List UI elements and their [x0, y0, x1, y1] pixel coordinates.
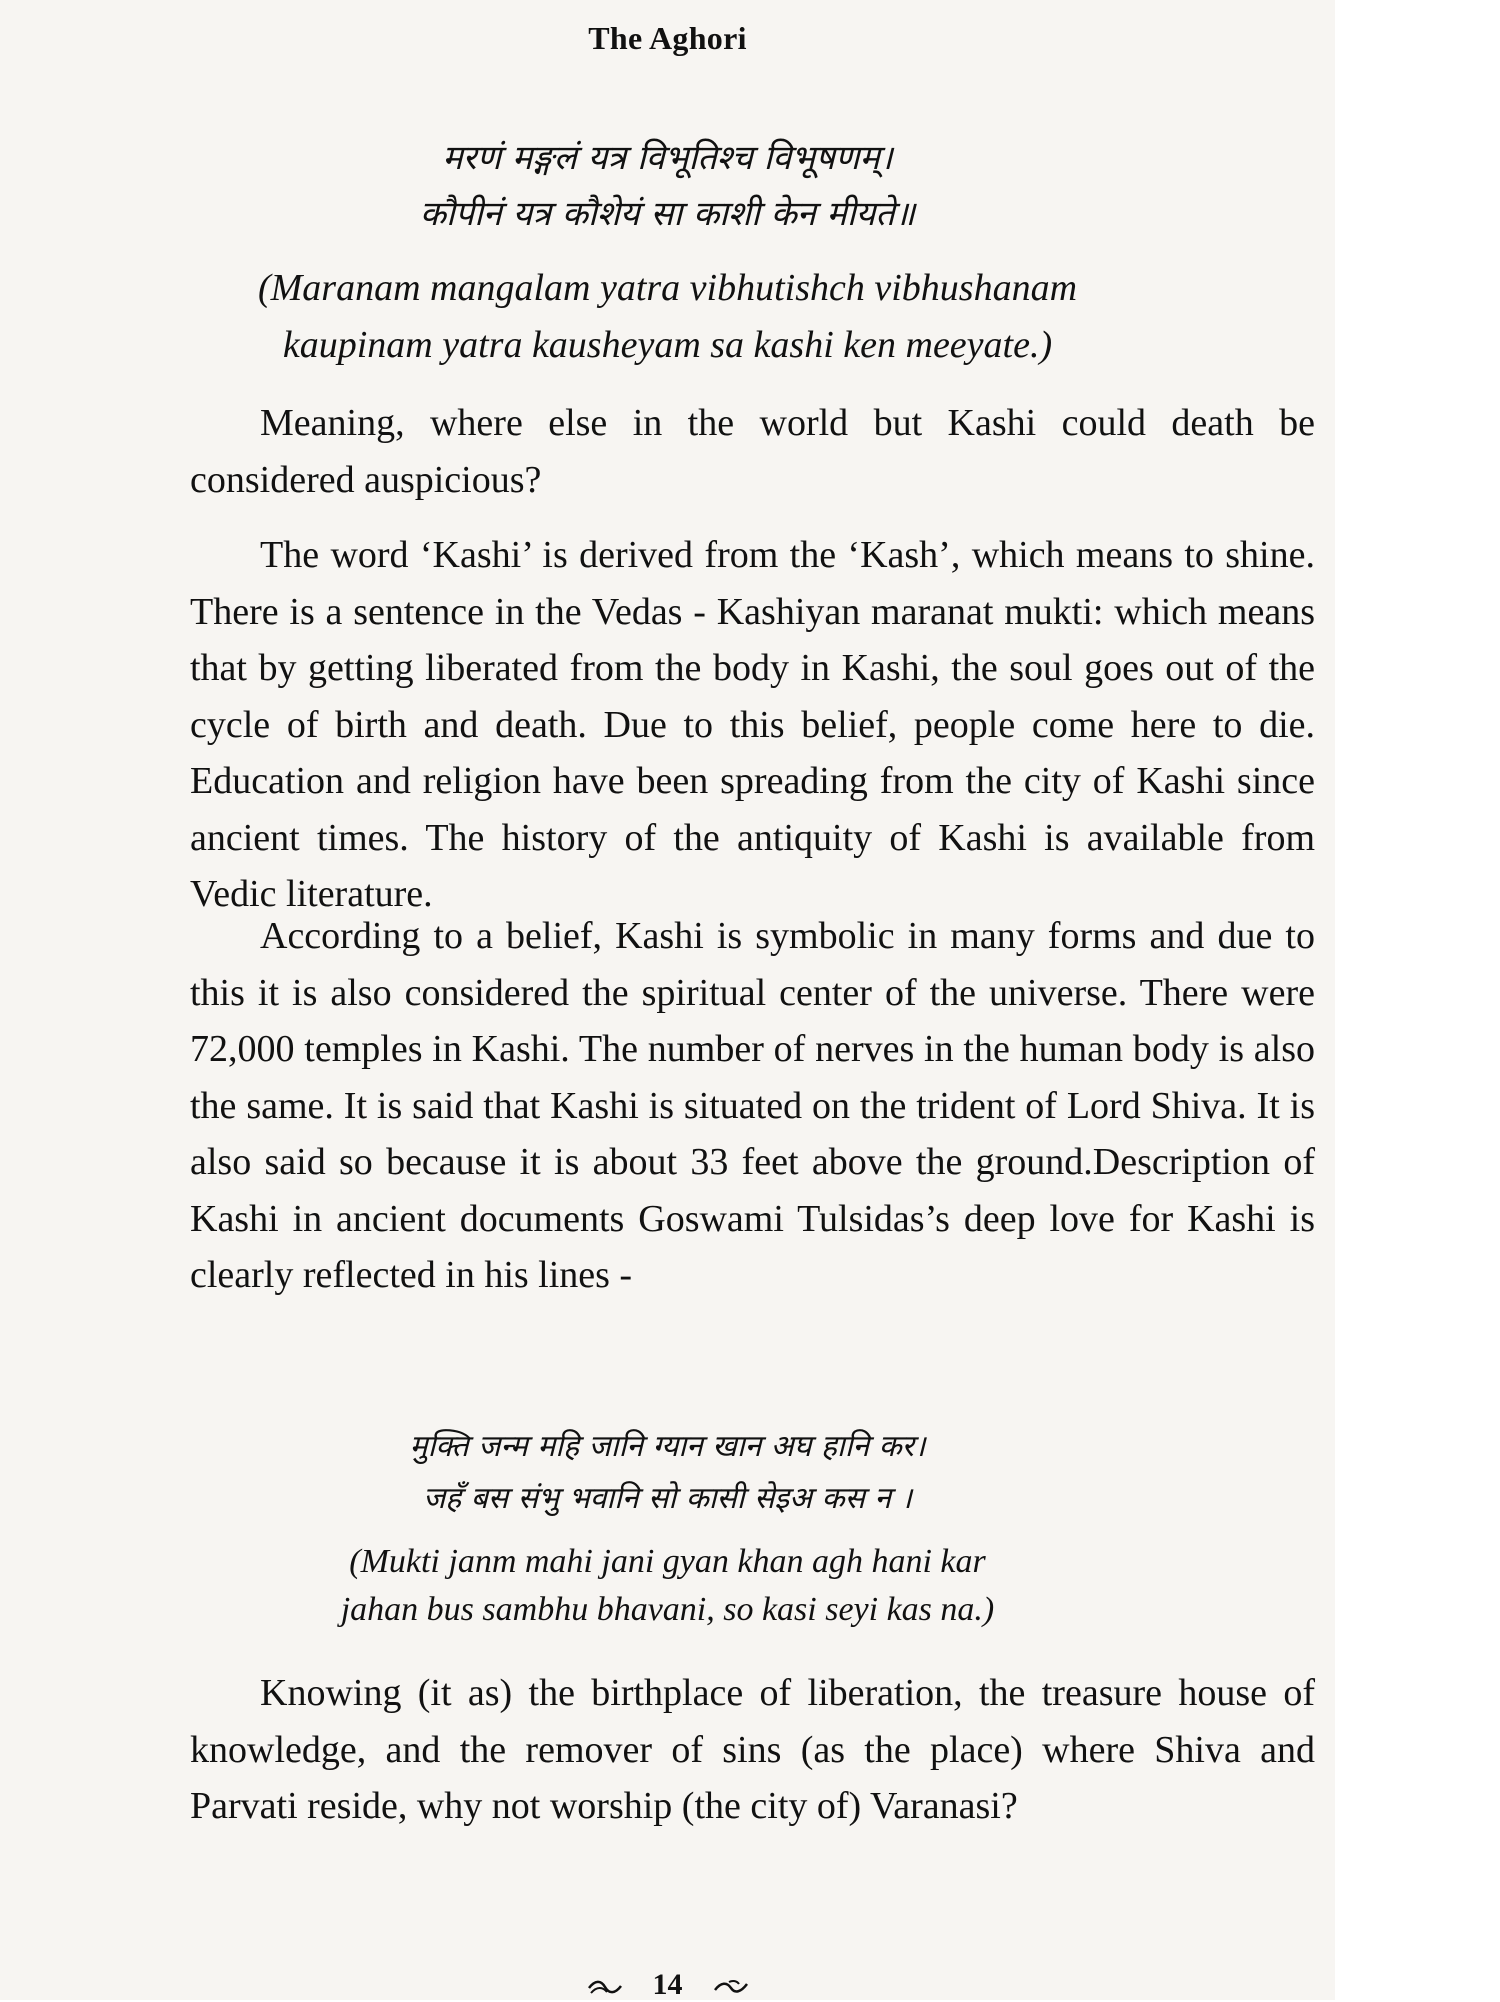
verse-line: जहँ बस संभु भवानि सो कासी सेइअ कस न । — [423, 1481, 912, 1516]
verse-line: कौपीनं यत्र कौशेयं सा काशी केन मीयते॥ — [419, 194, 916, 234]
paragraph-kashi-origin: The word ‘Kashi’ is derived from the ‘Kash’, which means to shine. There is a sentence in the Vedas - Kashiyan maranat mukti: which means that by getting liberated from the body in Kashi, the soul goes out of the cycle of birth and death. Due to this belief, people come here to die. Education and religion have been spreading from the city of Kashi since ancient times. The history of the antiquity of Kashi is available from Vedic literature. — [190, 534, 1315, 915]
paragraph-meaning-verse: Knowing (it as) the birthplace of liberation, the treasure house of knowledge, and the remover of sins (as the place) where Shiva and Parvati reside, why not worship (the city of) Varanasi? — [190, 1672, 1315, 1827]
verse-line: मुक्ति जन्म महि जानि ग्यान खान अघ हानि कर। — [409, 1429, 926, 1464]
hindi-verse-transliteration — [0, 1538, 1335, 1634]
paragraph-meaning: Meaning, where else in the world but Kashi could death be considered auspicious? — [190, 402, 1315, 501]
hindi-verse — [0, 1421, 1335, 1525]
transliteration-line: jahan bus sambhu bhavani, so kasi seyi kas na.) — [340, 1591, 995, 1628]
paragraph-kashi-symbolism: According to a belief, Kashi is symbolic in many forms and due to this it is also considered the spiritual center of the universe. There were 72,000 temples in Kashi. The number of nerves in the human body is also the same. It is said that Kashi is situated on the trident of Lord Shiva. It is also said so because it is about 33 feet above the ground.Description of Kashi in ancient documents Goswami Tulsidas’s deep love for Kashi is clearly reflected in his lines - — [190, 915, 1315, 1296]
transliteration-line: (Mukti janm mahi jani gyan khan agh hani kar — [349, 1543, 986, 1580]
transliteration-line: kaupinam yatra kausheyam sa kashi ken meeyate.) — [282, 324, 1053, 366]
left-ornament-icon — [587, 1978, 623, 1996]
page-margin — [1335, 0, 1500, 2000]
verse-line: मरणं मङ्गलं यत्र विभूतिश्च विभूषणम्। — [442, 138, 893, 178]
page-number: 14 — [652, 1968, 683, 2001]
verse-transliteration — [0, 260, 1335, 374]
right-ornament-icon — [713, 1978, 749, 1996]
running-title: The Aghori — [588, 20, 747, 56]
transliteration-line: (Maranam mangalam yatra vibhutishch vibhushanam — [257, 267, 1078, 309]
page-footer — [0, 1968, 1335, 2002]
sanskrit-verse — [0, 130, 1335, 242]
